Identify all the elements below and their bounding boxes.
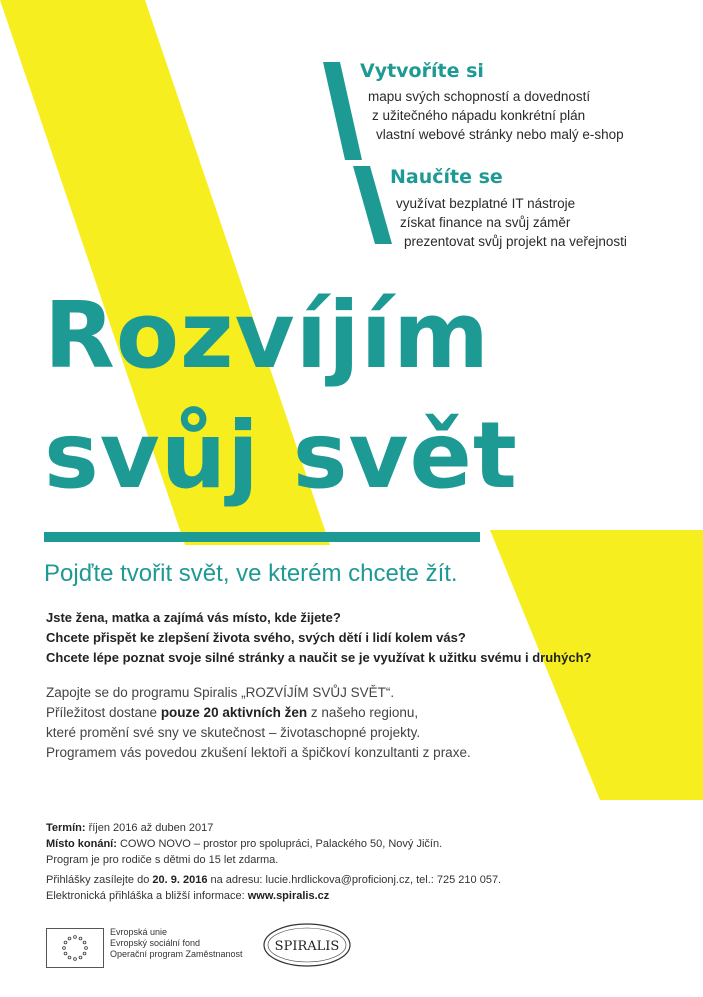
eu-flag-logo — [46, 928, 104, 968]
para-line: Programem vás povedou zkušení lektoři a špičkoví konzultanti z praxe. — [46, 745, 471, 760]
block2-item: využívat bezplatné IT nástroje — [396, 196, 576, 211]
info-term: Termín: říjen 2016 až duben 2017 — [46, 822, 214, 834]
para-line: Zapojte se do programu Spiralis „ROZVÍJÍM SVŮJ SVĚT“. — [46, 685, 395, 700]
yellow-stripe-right — [490, 530, 703, 800]
block2-item: získat finance na svůj záměr — [400, 215, 571, 230]
eu-funding-text: Evropská unie Evropský sociální fond Operační program Zaměstnanost — [110, 927, 243, 959]
logo-text: SPIRALIS — [274, 939, 340, 954]
para-highlight: pouze 20 aktivních žen — [160, 705, 308, 720]
slash-mark-1 — [323, 62, 362, 160]
question-line: Jste žena, matka a zajímá vás místo, kde žijete? — [46, 610, 341, 625]
headline-line1: Rozvíjím — [44, 282, 491, 389]
info-web: Elektronická přihláška a bližší informace: www.spiralis.cz — [46, 890, 330, 902]
block1-item: z užitečného nápadu konkrétní plán — [372, 108, 586, 123]
headline-line2: svůj svět — [44, 402, 518, 509]
block1-item: mapu svých schopností a dovedností — [368, 89, 591, 104]
web-link[interactable]: www.spiralis.cz — [247, 890, 330, 902]
info-apply: Přihlášky zasílejte do 20. 9. 2016 na adresu: lucie.hrdlickova@proficionj.cz, tel.: 725 210 057. — [46, 874, 502, 886]
question-line: Chcete přispět ke zlepšení života svého, svých dětí i lidí kolem vás? — [46, 630, 466, 645]
info-kids: Program je pro rodiče s dětmi do 15 let zdarma. — [46, 854, 279, 866]
info-place: Místo konání: COWO NOVO – prostor pro spolupráci, Palackého 50, Nový Jičín. — [46, 838, 443, 850]
block1-item: vlastní webové stránky nebo malý e-shop — [376, 127, 624, 142]
spiralis-logo — [262, 922, 352, 968]
eu-stars-icon — [47, 929, 103, 967]
para-line: které promění své sny ve skutečnost – životaschopné projekty. — [46, 725, 421, 740]
block1-title: Vytvoříte si — [360, 60, 484, 82]
teal-divider-bar — [44, 532, 480, 542]
slash-mark-2 — [353, 166, 392, 244]
question-line: Chcete lépe poznat svoje silné stránky a naučit se je využívat k užitku svému i druhých? — [46, 650, 592, 665]
para-line: Příležitost dostane pouze 20 aktivních žen z našeho regionu, — [46, 705, 419, 720]
tagline: Pojďte tvořit svět, ve kterém chcete žít. — [44, 560, 458, 587]
block2-title: Naučíte se — [390, 166, 503, 188]
block2-item: prezentovat svůj projekt na veřejnosti — [404, 234, 627, 249]
